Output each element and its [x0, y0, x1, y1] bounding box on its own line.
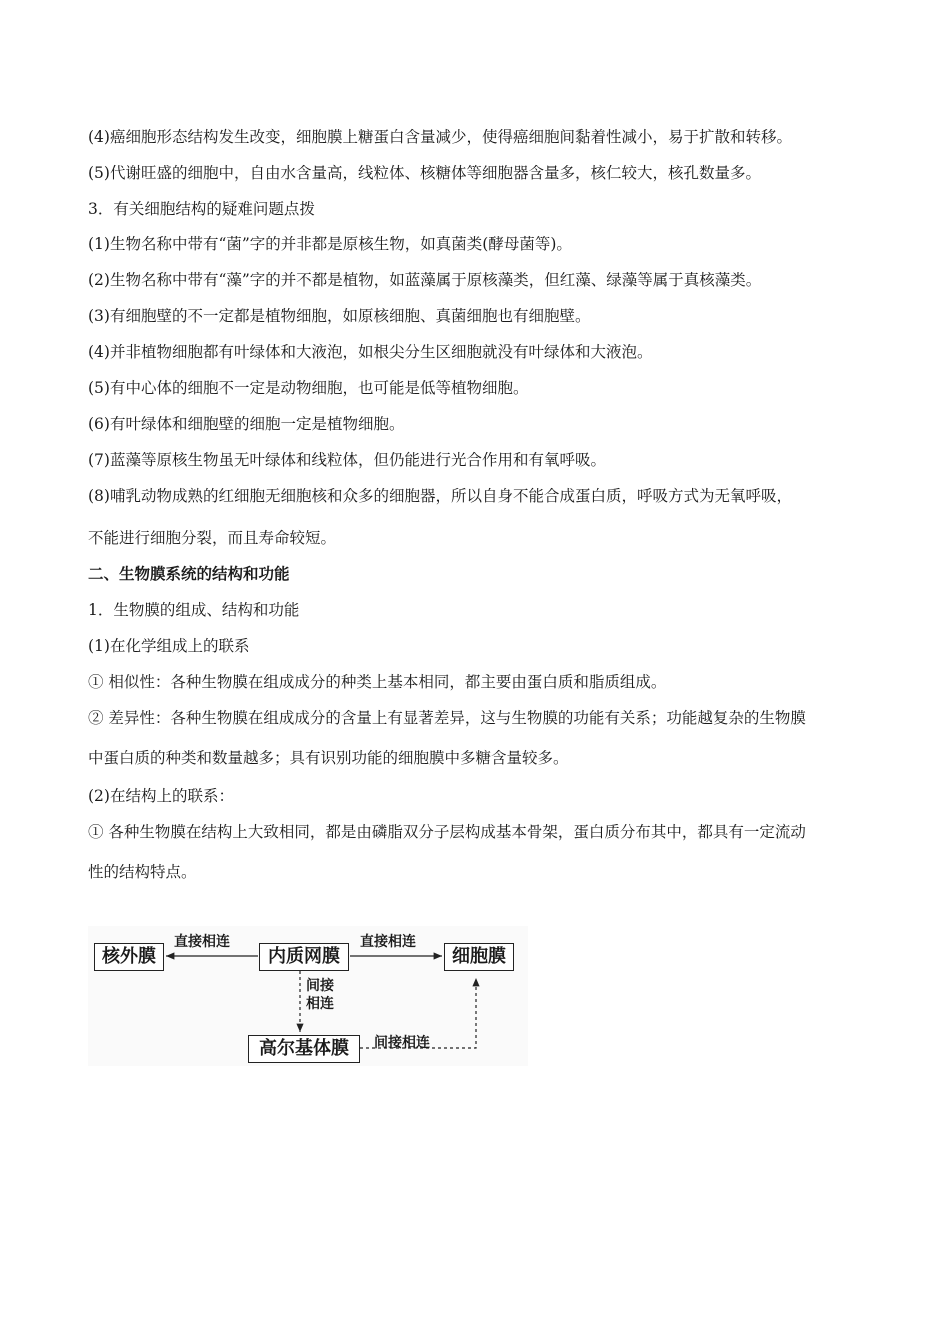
- text-line: (1)生物名称中带有“菌”字的并非都是原核生物，如真菌类(酵母菌等)。: [88, 235, 572, 253]
- text-line: (6)有叶绿体和细胞壁的细胞一定是植物细胞。: [88, 415, 405, 433]
- text-line: 不能进行细胞分裂，而且寿命较短。: [88, 529, 337, 547]
- text-line: ② 差异性：各种生物膜在组成成分的含量上有显著差异，这与生物膜的功能有关系；功能越复杂的生物膜: [88, 709, 806, 727]
- box-golgi-membrane: 高尔基体膜: [248, 1035, 360, 1063]
- label-er-to-golgi-line1: 间接: [306, 978, 334, 994]
- label-golgi-to-cell: 间接相连: [374, 1035, 430, 1051]
- text-line: (4)并非植物细胞都有叶绿体和大液泡，如根尖分生区细胞就没有叶绿体和大液泡。: [88, 343, 653, 361]
- label-er-to-cell: 直接相连: [360, 934, 416, 950]
- section-heading: 3．有关细胞结构的疑难问题点拨: [88, 200, 315, 218]
- text-line: (4)癌细胞形态结构发生改变，细胞膜上糖蛋白含量减少，使得癌细胞间黏着性减小，易于扩散和转移。: [88, 128, 792, 146]
- text-line: ① 相似性：各种生物膜在组成成分的种类上基本相同，都主要由蛋白质和脂质组成。: [88, 673, 667, 691]
- text-line: 中蛋白质的种类和数量越多；具有识别功能的细胞膜中多糖含量较多。: [88, 749, 569, 767]
- text-line: (2)在结构上的联系：: [88, 787, 234, 805]
- label-er-to-golgi-line2: 相连: [306, 996, 334, 1012]
- section-heading-bold: 二、生物膜系统的结构和功能: [88, 564, 290, 583]
- text-line: ① 各种生物膜在结构上大致相同，都是由磷脂双分子层构成基本骨架，蛋白质分布其中，都具有一定流动: [88, 823, 806, 841]
- text-line: (2)生物名称中带有“藻”字的并不都是植物，如蓝藻属于原核藻类，但红藻、绿藻等属于真核藻类。: [88, 271, 762, 289]
- box-er-membrane: 内质网膜: [259, 943, 349, 971]
- subsection-heading: 1．生物膜的组成、结构和功能: [88, 601, 300, 619]
- label-er-to-nuclear: 直接相连: [174, 934, 230, 950]
- membrane-relation-diagram: [88, 926, 528, 1066]
- text-line: (7)蓝藻等原核生物虽无叶绿体和线粒体，但仍能进行光合作用和有氧呼吸。: [88, 451, 606, 469]
- box-cell-membrane: 细胞膜: [444, 943, 514, 971]
- text-line: 性的结构特点。: [88, 863, 197, 881]
- text-line: (5)有中心体的细胞不一定是动物细胞，也可能是低等植物细胞。: [88, 379, 529, 397]
- box-nuclear-membrane: 核外膜: [94, 943, 164, 971]
- text-line: (5)代谢旺盛的细胞中，自由水含量高，线粒体、核糖体等细胞器含量多，核仁较大，核孔数量多。: [88, 164, 761, 182]
- text-line: (1)在化学组成上的联系: [88, 637, 250, 655]
- text-line: (8)哺乳动物成熟的红细胞无细胞核和众多的细胞器，所以自身不能合成蛋白质，呼吸方式为无氧呼吸，: [88, 487, 792, 505]
- text-line: (3)有细胞壁的不一定都是植物细胞，如原核细胞、真菌细胞也有细胞壁。: [88, 307, 591, 325]
